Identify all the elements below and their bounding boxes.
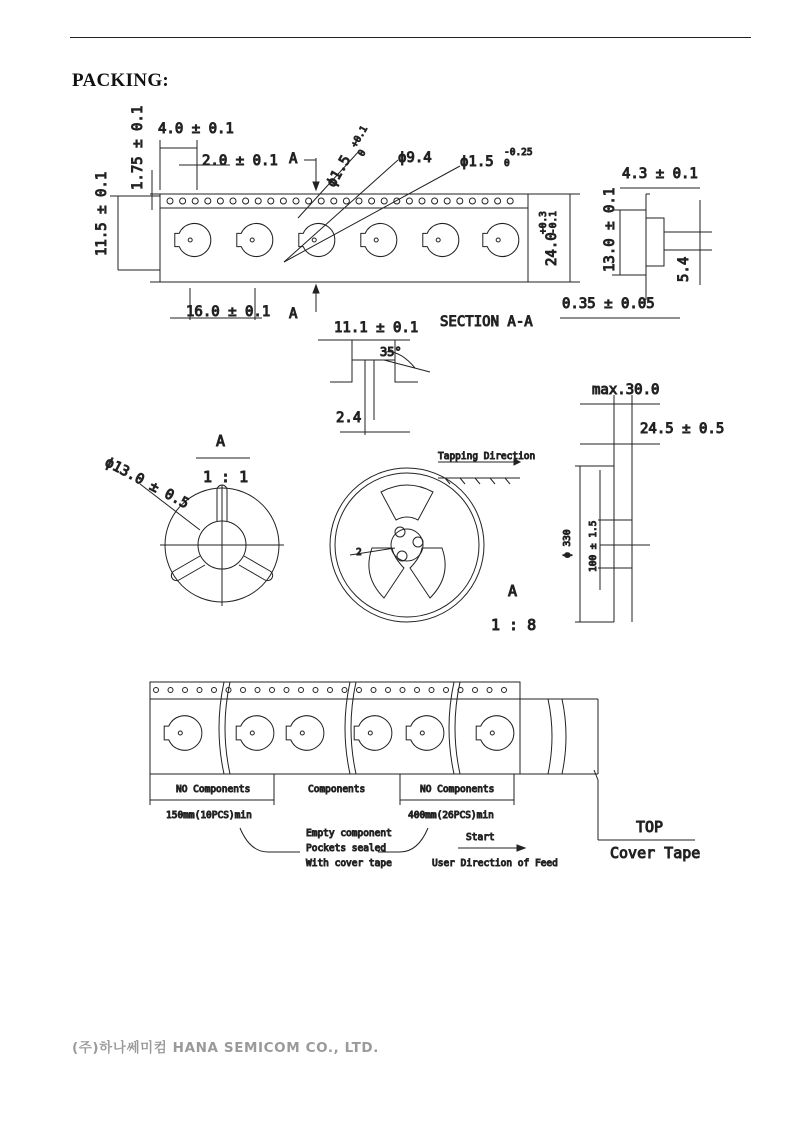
strip-hole (415, 688, 420, 693)
pocket-hole (250, 238, 254, 242)
pocket-hole (368, 731, 372, 735)
strip-no-comp-left: NO Components (176, 784, 251, 795)
strip-hole (212, 688, 217, 693)
pocket-hole (420, 731, 424, 735)
sprocket-hole (381, 198, 387, 204)
strip-hole (241, 688, 246, 693)
pocket-outline (299, 224, 335, 257)
sprocket-hole (293, 198, 299, 204)
sprocket-hole (406, 198, 412, 204)
strip-hole (473, 688, 478, 693)
dim-side-depth: 4.3 ± 0.1 (622, 166, 698, 182)
strip-feed: User Direction of Feed (432, 858, 558, 869)
section-heading: PACKING: (72, 70, 170, 91)
strip-cover-tape: Cover Tape (610, 844, 701, 862)
dim-tape-width: 24.0 (544, 232, 560, 266)
reel-inner-label: 2 (356, 547, 362, 558)
dim-side-thickness: 0.35 ± 0.05 (562, 296, 655, 312)
strip-hole (386, 688, 391, 693)
sprocket-hole (495, 198, 501, 204)
strip-pockets (164, 716, 514, 751)
strip-hole (342, 688, 347, 693)
strip-hole (299, 688, 304, 693)
strip-empty-note-3: With cover tape (306, 858, 392, 869)
dim-hole-to-pocket: 2.0 ± 0.1 (202, 153, 278, 169)
strip-len-right: 400mm(26PCS)min (408, 810, 494, 821)
pocket-hole (436, 238, 440, 242)
pocket-outline (236, 716, 274, 751)
strip-hole (183, 688, 188, 693)
dim-pocket-hole-tol: -0.25 (504, 147, 533, 158)
dim-hole-pitch: 4.0 ± 0.1 (158, 121, 234, 137)
dim-section-offset: 2.4 (336, 410, 362, 426)
strip-empty-note-1: Empty component (306, 828, 392, 839)
strip-hole (328, 688, 333, 693)
pocket-hole (496, 238, 500, 242)
dim-edge-to-hole: 1.75 ± 0.1 (130, 105, 146, 190)
sprocket-hole (167, 198, 173, 204)
pocket-outline (164, 716, 202, 751)
strip-hole (444, 688, 449, 693)
reel-side-dia: ϕ 330 (562, 529, 573, 558)
sprocket-holes (167, 198, 513, 204)
sprocket-hole (331, 198, 337, 204)
strip-start: Start (466, 832, 495, 843)
sprocket-hole (356, 198, 362, 204)
strip-hole (429, 688, 434, 693)
dim-pocket-hole-tol-zero: 0 (504, 158, 510, 169)
pocket-hole (374, 238, 378, 242)
pocket-outline (423, 224, 459, 257)
strip-hole (400, 688, 405, 693)
sprocket-hole (306, 198, 312, 204)
reel-label: A (508, 582, 518, 600)
strip-len-left: 150mm(10PCS)min (166, 810, 252, 821)
reel-side-width: 24.5 ± 0.5 (640, 421, 725, 437)
pocket-hole (250, 731, 254, 735)
pocket-hole (188, 238, 192, 242)
sprocket-hole (343, 198, 349, 204)
sprocket-hole (205, 198, 211, 204)
pockets (175, 224, 519, 257)
dim-hole-dia: ϕ1.5 (323, 152, 355, 190)
sprocket-hole (268, 198, 274, 204)
reel-direction-label: Tapping Direction (438, 451, 536, 462)
strip-hole (284, 688, 289, 693)
reel-front-view (330, 459, 520, 622)
pocket-outline (476, 716, 514, 751)
pocket-outline (354, 716, 392, 751)
pocket-outline (483, 224, 519, 257)
sprocket-hole (192, 198, 198, 204)
reel-side-hub: 100 ± 1.5 (588, 520, 599, 572)
section-a-a-view (318, 340, 430, 435)
dim-tape-width-plus: +0.3 (538, 211, 549, 234)
sprocket-hole (507, 198, 513, 204)
carrier-strip (150, 682, 695, 852)
dim-hole-dia-tol-zero: 0 (356, 148, 369, 159)
pocket-outline (237, 224, 273, 257)
strip-sprocket-holes (154, 688, 507, 693)
dim-side-height: 13.0 ± 0.1 (602, 187, 618, 272)
sprocket-hole (469, 198, 475, 204)
sprocket-hole (230, 198, 236, 204)
pocket-outline (406, 716, 444, 751)
pocket-outline (175, 224, 211, 257)
section-mark-bottom: A (289, 306, 298, 322)
dim-pocket-hole-dia: ϕ1.5 (460, 154, 494, 170)
sprocket-hole (432, 198, 438, 204)
dim-pocket-dia: ϕ9.4 (398, 150, 432, 166)
sprocket-hole (369, 198, 375, 204)
sprocket-hole (419, 198, 425, 204)
strip-components: Components (308, 784, 366, 795)
strip-hole (197, 688, 202, 693)
reel-scale: 1 : 8 (491, 616, 537, 634)
pocket-outline (361, 224, 397, 257)
sprocket-hole (243, 198, 249, 204)
dim-row-to-pocket: 11.5 ± 0.1 (94, 171, 110, 256)
strip-no-comp-right: NO Components (420, 784, 495, 795)
reel-side-max: max.30.0 (592, 382, 660, 398)
dim-hole-dia-tol: +0.1 (349, 124, 371, 150)
pocket-hole (300, 731, 304, 735)
pocket-hole (178, 731, 182, 735)
strip-hole (487, 688, 492, 693)
section-mark-top: A (289, 151, 298, 167)
dim-section-width: 11.1 ± 0.1 (334, 320, 419, 336)
sprocket-hole (255, 198, 261, 204)
strip-hole (371, 688, 376, 693)
section-title: SECTION A-A (440, 314, 533, 330)
sprocket-hole (217, 198, 223, 204)
dim-tape-width-minus: -0.1 (548, 211, 559, 234)
pocket-outline (286, 716, 324, 751)
strip-hole (168, 688, 173, 693)
strip-hole (357, 688, 362, 693)
strip-top: TOP (636, 818, 664, 836)
sprocket-hole (482, 198, 488, 204)
sprocket-hole (457, 198, 463, 204)
footer-company: (주)하나쎄미컴 HANA SEMICOM CO., LTD. (72, 1040, 379, 1056)
detail-a-scale: 1 : 1 (203, 468, 249, 486)
strip-hole (502, 688, 507, 693)
sprocket-hole (180, 198, 186, 204)
detail-a-label: A (216, 432, 226, 450)
strip-hole (255, 688, 260, 693)
sprocket-hole (318, 198, 324, 204)
detail-a-hub-dia: ϕ13.0 ± 0.5 (102, 454, 192, 513)
sprocket-hole (444, 198, 450, 204)
pocket-hole (490, 731, 494, 735)
sprocket-hole (280, 198, 286, 204)
strip-hole (313, 688, 318, 693)
pocket-hole (312, 238, 316, 242)
dim-side-inner: 5.4 (676, 256, 692, 282)
dim-pocket-pitch: 16.0 ± 0.1 (186, 304, 271, 320)
strip-hole (270, 688, 275, 693)
strip-hole (154, 688, 159, 693)
strip-empty-note-2: Pockets sealed (306, 843, 387, 854)
dim-section-angle: 35° (380, 345, 402, 359)
